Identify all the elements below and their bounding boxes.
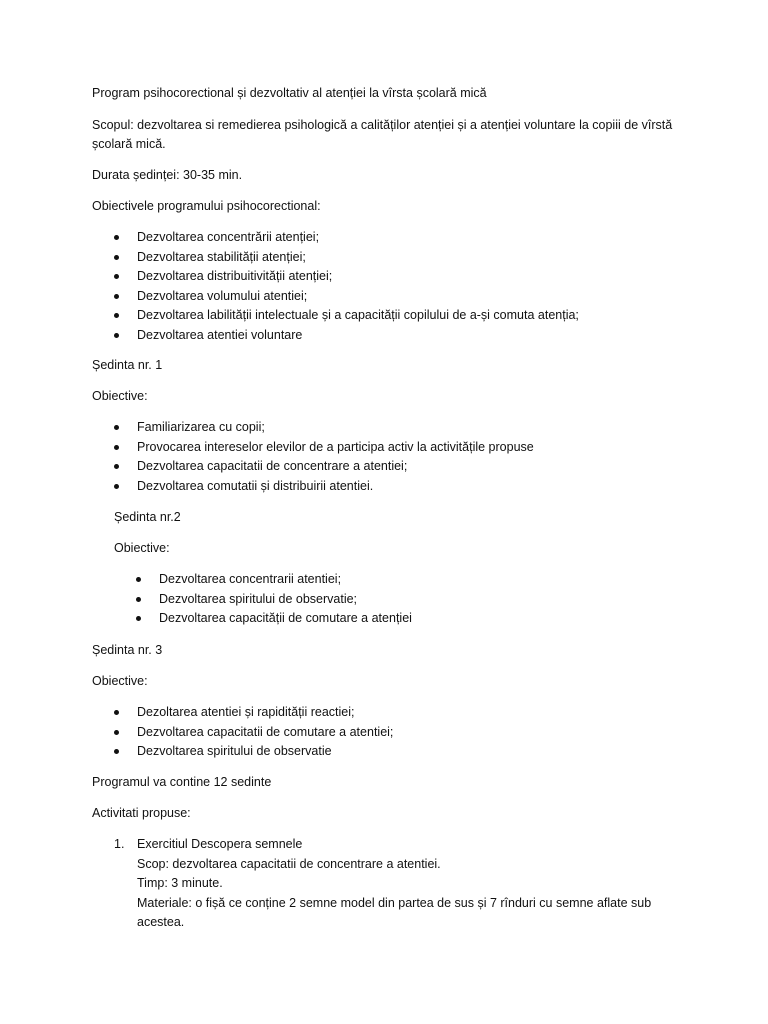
session-3-objectives-label: Obiective: [92, 674, 148, 688]
list-item: Dezoltarea atentiei și rapidității reactiei; [92, 703, 393, 723]
activity-scope: Scop: dezvoltarea capacitatii de concentrare a atentiei. [137, 856, 441, 871]
list-item: Dezvoltarea concentrarii atentiei; [114, 570, 412, 590]
activity-materials: Materiale: o fișă ce conține 2 semne model din partea de sus și 7 rînduri cu semne aflate sub [137, 895, 652, 910]
bullet-icon [114, 464, 119, 469]
list-item: Dezvoltarea stabilității atenției; [92, 248, 579, 268]
program-sessions-count: Programul va contine 12 sedinte [92, 775, 272, 789]
objectives-heading: Obiectivele programului psihocorectional: [92, 199, 321, 213]
list-item: Dezvoltarea volumului atentiei; [92, 287, 579, 307]
activity-title: Exercitiul Descopera semnele [137, 837, 303, 851]
bullet-icon [114, 274, 119, 279]
session-3-title: Ședinta nr. 3 [92, 643, 163, 657]
activity-materials-continued: acestea. [137, 915, 185, 929]
bullet-icon [114, 333, 119, 338]
list-number: 1. [114, 837, 125, 851]
list-item: Dezvoltarea spiritului de observatie; [114, 590, 412, 610]
bullet-icon [114, 749, 119, 754]
bullet-icon [114, 710, 119, 715]
list-item: Dezvoltarea distribuitivității atenției; [92, 267, 579, 287]
list-item: Provocarea intereselor elevilor de a participa activ la activitățile propuse [92, 438, 534, 458]
activity-details [137, 835, 708, 933]
bullet-icon [114, 255, 119, 260]
session-2-objectives-label: Obiective: [114, 541, 170, 555]
list-item: Dezvoltarea concentrării atenției; [92, 228, 579, 248]
session-1-objectives-list [92, 418, 534, 496]
list-item: Dezvoltarea capacității de comutare a atenției [114, 609, 412, 629]
list-item: Dezvoltarea atentiei voluntare [92, 326, 579, 346]
list-item: Familiarizarea cu copii; [92, 418, 534, 438]
session-2-objectives-list [114, 570, 412, 629]
session-3-objectives-list [92, 703, 393, 762]
session-1-title: Ședinta nr. 1 [92, 358, 163, 372]
bullet-icon [114, 425, 119, 430]
bullet-icon [114, 235, 119, 240]
list-item: Dezvoltarea comutatii și distribuirii atentiei. [92, 477, 534, 497]
list-item: Dezvoltarea capacitatii de comutare a atentiei; [92, 723, 393, 743]
bullet-icon [114, 730, 119, 735]
list-item: Dezvoltarea labilității intelectuale și a capacității copilului de a-și comuta atenția; [92, 306, 579, 326]
bullet-icon [114, 445, 119, 450]
document-title: Program psihocorectional și dezvoltativ al atenției la vîrsta școlară mică [92, 86, 487, 100]
bullet-icon [114, 484, 119, 489]
activities-heading: Activitati propuse: [92, 806, 191, 820]
session-duration: Durata ședinței: 30-35 min. [92, 168, 243, 182]
list-item: Dezvoltarea capacitatii de concentrare a atentiei; [92, 457, 534, 477]
scope-paragraph: Scopul: dezvoltarea si remedierea psihologică a calităților atenției și a atenției voluntare la copiii de vîrstă școlară mică. [92, 118, 673, 151]
bullet-icon [136, 597, 141, 602]
list-item: Dezvoltarea spiritului de observatie [92, 742, 393, 762]
session-2-title: Ședinta nr.2 [114, 510, 181, 524]
bullet-icon [136, 577, 141, 582]
activity-item [114, 835, 708, 933]
bullet-icon [136, 616, 141, 621]
activity-time: Timp: 3 minute. [137, 876, 223, 890]
bullet-icon [114, 313, 119, 318]
session-1-objectives-label: Obiective: [92, 389, 148, 403]
bullet-icon [114, 294, 119, 299]
objectives-list [92, 228, 579, 345]
